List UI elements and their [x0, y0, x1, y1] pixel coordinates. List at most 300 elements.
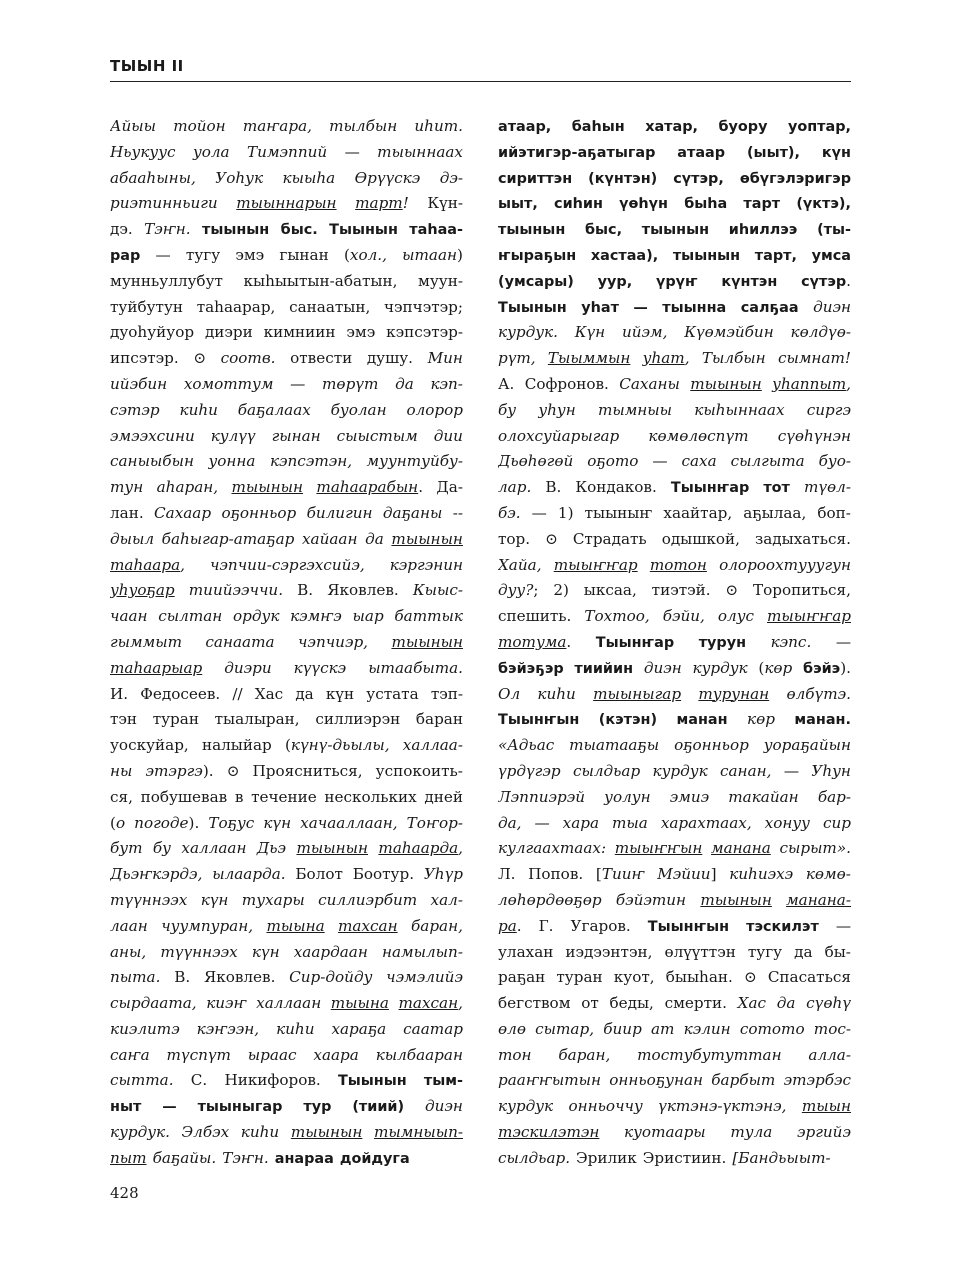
- text-run: Тохтоо,: [584, 607, 650, 626]
- text-run: турунан: [698, 684, 770, 703]
- text-run: тыынын: [391, 632, 463, 651]
- text-line: [110, 527, 463, 553]
- word: [197, 295, 276, 321]
- text-run: Элбэх: [181, 1123, 230, 1142]
- word: [144, 217, 190, 243]
- word: [498, 604, 571, 630]
- text-line: [498, 475, 851, 501]
- word: [110, 269, 223, 295]
- word: [619, 372, 680, 398]
- word: [796, 191, 851, 217]
- text-run: өлө: [498, 1019, 526, 1038]
- text-run: тыыныҥ: [584, 503, 653, 522]
- text-line: [110, 243, 463, 269]
- text-run: пыт: [110, 1148, 147, 1167]
- word: [290, 346, 352, 372]
- text-run: .: [418, 478, 424, 497]
- text-run: Тыынҥын: [647, 918, 730, 935]
- text-run: Кондаков.: [575, 478, 657, 497]
- word: [211, 424, 256, 450]
- text-run: куот,: [613, 968, 655, 987]
- word: [825, 940, 851, 966]
- word: [498, 991, 571, 1017]
- text-run: тотон: [649, 555, 707, 574]
- word: [289, 965, 372, 991]
- word: [205, 320, 253, 346]
- text-line: [110, 475, 463, 501]
- text-run: чэмэлийэ: [386, 968, 463, 987]
- word: [110, 1017, 180, 1043]
- word: [682, 449, 717, 475]
- text-run: сүөһү: [806, 994, 851, 1013]
- word: [222, 1146, 268, 1172]
- text-run: бар-: [817, 787, 851, 806]
- text-run: В.: [545, 478, 562, 497]
- text-line: [498, 501, 851, 527]
- text-run: тун: [110, 478, 144, 497]
- text-run: санан,: [720, 761, 772, 780]
- text-run: барбыт: [711, 1071, 776, 1090]
- word: [395, 372, 414, 398]
- word: [110, 346, 179, 372]
- text-run: Ол: [498, 684, 521, 703]
- word: [180, 398, 218, 424]
- text-run: намылып-: [381, 942, 463, 961]
- text-run: тиийээччи.: [188, 581, 284, 600]
- text-run: Тэҥн.: [222, 1148, 269, 1167]
- text-run: көмө-: [805, 865, 851, 884]
- text-run: курдук: [652, 761, 708, 780]
- text-run: чэпчиэр,: [297, 632, 369, 651]
- word: [110, 733, 189, 759]
- right-column: [498, 114, 851, 1172]
- word: [498, 965, 545, 991]
- text-line: [498, 372, 851, 398]
- text-run: көр: [764, 658, 793, 677]
- text-run: сырыт».: [779, 839, 851, 858]
- text-line: [110, 707, 463, 733]
- text-run: Тоҕус: [208, 813, 255, 832]
- text-run: чэпчэтэр;: [384, 297, 463, 316]
- text-run: Хайа,: [498, 555, 542, 574]
- word: [596, 862, 645, 888]
- word: [558, 1043, 610, 1069]
- text-run: раҕан: [498, 968, 546, 987]
- text-run: курдук: [692, 658, 748, 677]
- text-run: дуоһуйуор: [110, 323, 195, 342]
- text-run: курдук.: [498, 323, 558, 342]
- text-line: [110, 1094, 463, 1120]
- text-run: тэскилэтэн: [498, 1123, 600, 1142]
- word: [368, 656, 463, 682]
- text-run: нескольких: [324, 787, 417, 806]
- word: [622, 320, 668, 346]
- word: [609, 1068, 703, 1094]
- text-run: Проясниться,: [252, 761, 363, 780]
- text-run: манан: [676, 712, 728, 729]
- text-run: иэдээнтэн,: [565, 942, 653, 961]
- word: [110, 1043, 150, 1069]
- word: [386, 320, 463, 346]
- word: [191, 1068, 207, 1094]
- word: [110, 785, 133, 811]
- word: [241, 1120, 279, 1146]
- word: [573, 527, 647, 553]
- text-run: бэйэтин: [615, 890, 687, 909]
- text-run: !: [402, 194, 409, 213]
- text-run: ;: [533, 581, 539, 600]
- word: [153, 707, 199, 733]
- word: [650, 553, 707, 579]
- text-run: кэпс.: [770, 632, 812, 651]
- text-run: тыынын: [296, 839, 368, 858]
- text-run: тэп-: [430, 684, 463, 703]
- word: [264, 320, 336, 346]
- text-run: Тииҥ: [601, 865, 645, 884]
- word: [652, 578, 711, 604]
- text-run: —: [162, 1099, 177, 1116]
- text-run: Л.: [498, 865, 516, 884]
- word: [167, 1043, 231, 1069]
- word: [367, 346, 413, 372]
- word: [110, 475, 143, 501]
- word: [498, 785, 585, 811]
- text-line: [110, 1068, 463, 1094]
- text-run: тугу: [185, 245, 221, 264]
- text-run: чуумпуран,: [161, 916, 254, 935]
- text-line: [110, 630, 463, 656]
- word: [612, 811, 648, 837]
- word: [327, 578, 398, 604]
- text-run: куотаары: [624, 1123, 706, 1142]
- word: [302, 527, 358, 553]
- word: [162, 527, 295, 553]
- word: [224, 1068, 320, 1094]
- word: [811, 759, 851, 785]
- text-run: В.: [174, 968, 191, 987]
- text-run: өлүүттэн: [664, 942, 736, 961]
- text-run: таһаа-: [409, 222, 463, 239]
- word: [275, 1146, 334, 1172]
- word: [189, 578, 283, 604]
- word: [353, 862, 414, 888]
- text-run: тым-: [423, 1073, 463, 1090]
- text-run: уораҕайын: [763, 736, 851, 755]
- text-run: —: [534, 813, 550, 832]
- word: [110, 656, 202, 682]
- text-run: (тиий): [352, 1099, 405, 1116]
- word: [247, 140, 327, 166]
- word: [575, 320, 605, 346]
- text-run: хара: [562, 813, 600, 832]
- text-run: сыыстым: [336, 426, 418, 445]
- text-run: тыына: [330, 994, 389, 1013]
- word: [110, 217, 133, 243]
- text-run: киһиэхэ: [729, 865, 794, 884]
- word: [110, 527, 154, 553]
- text-run: дыыл: [110, 529, 155, 548]
- word: [414, 114, 463, 140]
- word: [110, 449, 194, 475]
- word: [279, 243, 328, 269]
- word: [291, 1120, 363, 1146]
- text-run: таһаарыар: [110, 658, 203, 677]
- word: [662, 527, 740, 553]
- word: [498, 295, 567, 321]
- word: [729, 217, 798, 243]
- word: [110, 604, 148, 630]
- word: [498, 1068, 601, 1094]
- text-run: Уоһук: [215, 168, 264, 187]
- text-run: —: [633, 299, 648, 316]
- text-run: Тыыммын: [547, 349, 631, 368]
- word: [498, 398, 516, 424]
- word: [498, 682, 520, 708]
- word: [729, 862, 793, 888]
- text-run: —: [835, 632, 851, 651]
- text-run: дии: [433, 426, 463, 445]
- text-run: тостубутуттан: [637, 1045, 782, 1064]
- text-line: [110, 398, 463, 424]
- word: [794, 940, 812, 966]
- text-run: успокоить-: [375, 761, 463, 780]
- text-run: аһаран,: [156, 478, 219, 497]
- word: [201, 888, 229, 914]
- word: [498, 1017, 526, 1043]
- text-line: [498, 1017, 851, 1043]
- text-run: ийэбин: [110, 374, 168, 393]
- text-run: Спасаться: [767, 968, 851, 987]
- text-run: саҥа: [110, 1045, 150, 1064]
- text-line: [498, 733, 851, 759]
- word: [498, 320, 558, 346]
- word: [662, 295, 726, 321]
- word: [803, 656, 851, 682]
- word: [498, 1120, 599, 1146]
- word: [197, 1017, 259, 1043]
- text-run: тарт: [355, 194, 403, 213]
- word: [431, 888, 463, 914]
- text-run: ⊙: [193, 349, 207, 368]
- text-run: ыар: [352, 607, 384, 626]
- text-run: сиргэ: [806, 400, 851, 419]
- text-line: [498, 1094, 851, 1120]
- word: [498, 501, 521, 527]
- word: [788, 114, 851, 140]
- text-run: атаар,: [498, 119, 552, 135]
- word: [545, 527, 558, 553]
- word: [591, 243, 658, 269]
- word: [609, 991, 653, 1017]
- text-line: [110, 295, 463, 321]
- text-line: [110, 991, 463, 1017]
- word: [498, 424, 619, 450]
- text-run: Дьэҥкэрдэ,: [110, 865, 203, 884]
- word: [836, 630, 851, 656]
- word: [210, 553, 365, 579]
- word: [576, 1146, 637, 1172]
- word: [331, 991, 389, 1017]
- text-run: диэри: [204, 323, 253, 342]
- text-run: аҕылаа,: [743, 503, 807, 522]
- text-run: беды,: [609, 994, 654, 1013]
- text-run: киһи: [240, 1123, 280, 1142]
- text-run: сытта.: [110, 1071, 174, 1090]
- word: [110, 1094, 141, 1120]
- word: [738, 991, 766, 1017]
- text-run: курдук: [498, 1097, 554, 1116]
- text-run: тыынын: [201, 222, 270, 239]
- text-run: ордук: [233, 607, 280, 626]
- text-run: тыалыран,: [214, 710, 300, 729]
- text-run: сиһин: [554, 196, 603, 213]
- text-run: Страдать: [572, 529, 647, 548]
- text-run: кэп-: [430, 374, 463, 393]
- text-run: үрдүгэр: [498, 761, 561, 780]
- text-run: халлаан: [256, 994, 322, 1013]
- word: [409, 217, 463, 243]
- text-line: [110, 269, 463, 295]
- text-run: диэн: [425, 1097, 463, 1116]
- text-run: быс.: [280, 222, 318, 239]
- word: [252, 940, 280, 966]
- text-line: [110, 940, 463, 966]
- word: [768, 965, 851, 991]
- word: [303, 1094, 331, 1120]
- page-number: 428: [110, 1184, 139, 1202]
- word: [779, 836, 851, 862]
- word: [694, 398, 784, 424]
- word: [498, 630, 571, 656]
- word: [545, 475, 561, 501]
- text-run: Сир-дойду: [289, 968, 373, 987]
- text-run: —: [652, 452, 668, 471]
- word: [110, 243, 140, 269]
- text-run: манана: [711, 839, 771, 858]
- text-run: хаайтар,: [663, 503, 733, 522]
- text-run: эмиэ: [669, 787, 710, 806]
- text-line: [110, 166, 463, 192]
- text-run: да: [365, 529, 384, 548]
- text-run: тылбын: [329, 117, 398, 135]
- word: [295, 682, 313, 708]
- text-run: (: [758, 658, 765, 677]
- word: [748, 940, 782, 966]
- word: [498, 372, 514, 398]
- word: [584, 604, 649, 630]
- text-run: (кэтэн): [598, 712, 658, 729]
- text-run: эргийэ: [797, 1123, 851, 1142]
- text-run: бэ.: [498, 503, 521, 522]
- text-run: отвести: [290, 349, 353, 368]
- word: [553, 578, 569, 604]
- word: [173, 114, 225, 140]
- text-run: 1): [557, 503, 574, 522]
- word: [538, 398, 575, 424]
- word: [383, 501, 442, 527]
- word: [329, 114, 397, 140]
- text-run: (үктэ),: [796, 196, 851, 213]
- text-run: Ньукуус: [110, 142, 176, 161]
- word: [643, 346, 690, 372]
- text-line: [498, 888, 851, 914]
- text-run: ат: [650, 1019, 675, 1038]
- text-run: олороохтууугун: [719, 555, 851, 574]
- text-run: одышкой,: [661, 529, 740, 548]
- text-run: тыыҥҥын: [614, 839, 703, 858]
- word: [777, 991, 796, 1017]
- word: [746, 914, 819, 940]
- text-run: оҕонньор: [221, 503, 297, 522]
- text-run: тыа: [612, 813, 648, 832]
- word: [296, 836, 368, 862]
- word: [801, 269, 851, 295]
- word: [498, 1146, 570, 1172]
- word: [243, 269, 397, 295]
- word: [807, 398, 851, 424]
- text-run: кулгаахтаах:: [498, 839, 607, 858]
- text-run: тор.: [498, 529, 531, 548]
- text-run: —: [155, 245, 171, 264]
- word: [677, 140, 725, 166]
- text-run: көмөлөспүт: [648, 426, 749, 445]
- text-line: [498, 140, 851, 166]
- text-line: [498, 785, 851, 811]
- text-line: [498, 243, 851, 269]
- word: [585, 217, 622, 243]
- text-run: дойдуга: [339, 1150, 410, 1167]
- word: [110, 501, 144, 527]
- text-run: чаан: [110, 607, 148, 626]
- text-run: ны: [110, 761, 133, 780]
- word: [599, 707, 657, 733]
- word: [156, 243, 171, 269]
- text-run: риэтинньиги: [110, 194, 218, 213]
- text-run: күнү-дьылы,: [290, 736, 390, 755]
- text-run: ): [457, 245, 463, 264]
- word: [227, 759, 240, 785]
- text-run: күнтэн: [721, 273, 778, 290]
- word: [272, 424, 321, 450]
- text-run: ра: [498, 916, 517, 935]
- word: [424, 785, 463, 811]
- word: [110, 630, 182, 656]
- text-run: тэн: [110, 710, 138, 729]
- word: [294, 940, 368, 966]
- text-run: Күөмэйбин: [684, 323, 774, 342]
- text-run: ыыт,: [498, 196, 538, 213]
- text-run: бегством: [498, 994, 571, 1013]
- text-run: Угаров.: [570, 916, 631, 935]
- word: [215, 166, 263, 192]
- word: [778, 424, 851, 450]
- word: [812, 243, 851, 269]
- word: [673, 166, 724, 192]
- word: [673, 243, 740, 269]
- text-run: от: [581, 994, 599, 1013]
- word: [402, 243, 463, 269]
- text-run: тыыныгар: [197, 1099, 283, 1116]
- word: [391, 527, 463, 553]
- word: [784, 759, 799, 785]
- text-line: [498, 217, 851, 243]
- word: [802, 1094, 851, 1120]
- text-run: алла-: [808, 1045, 851, 1064]
- text-run: ытаабыта.: [368, 658, 463, 677]
- text-line: [110, 811, 463, 837]
- word: [318, 888, 417, 914]
- word: [498, 140, 655, 166]
